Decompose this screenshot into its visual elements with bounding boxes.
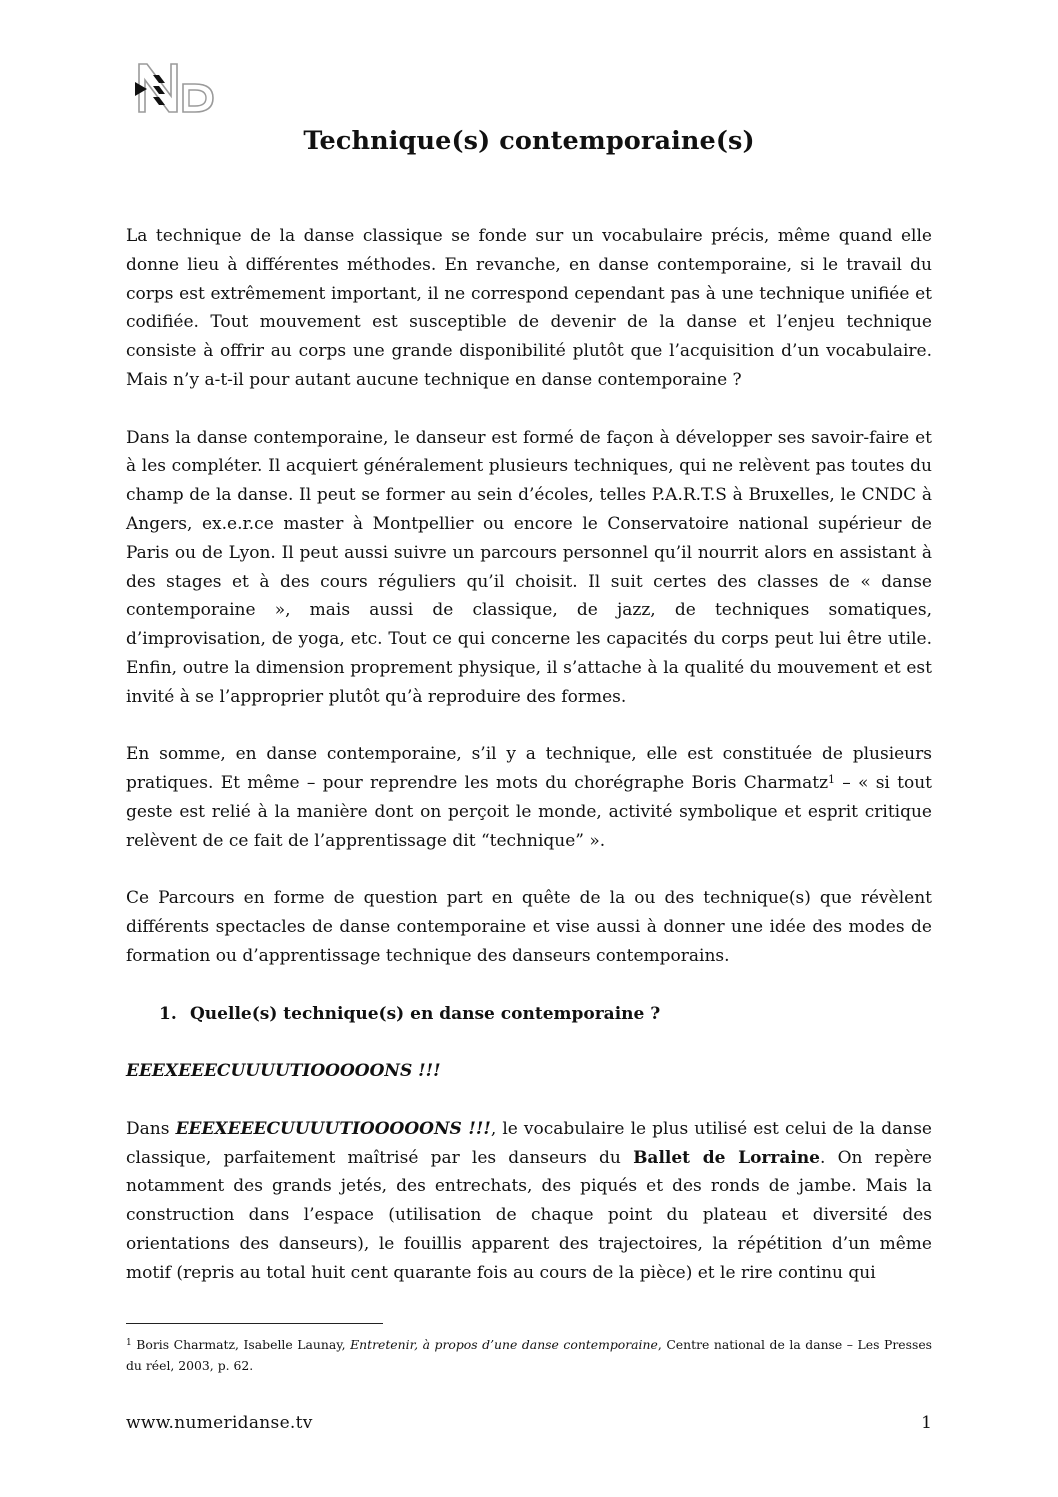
footnote-book-title: Entretenir, à propos d’une danse contemporaine bbox=[350, 1337, 658, 1352]
footnote bbox=[126, 1334, 932, 1376]
section-heading-text: Quelle(s) technique(s) en danse contemporaine ? bbox=[190, 1003, 661, 1024]
footer-url[interactable]: www.numeridanse.tv bbox=[126, 1413, 313, 1433]
paragraph-intro: La technique de la danse classique se fonde sur un vocabulaire précis, même quand elle donne lieu à différentes méthodes. En revanche, en danse contemporaine, si le travail du corps est extrêmement important, il ne correspond cependant pas à une technique unifiée et codifiée. Tout mouvement est susceptible de devenir de la danse et l’enjeu technique consiste à offrir au corps une grande disponibilité plutôt que l’acquisition d’un vocabulaire. Mais n’y a-t-il pour autant aucune technique en danse contemporaine ? bbox=[126, 226, 932, 390]
analysis-text-1: Dans bbox=[126, 1118, 176, 1139]
paragraph-show-analysis bbox=[126, 1115, 932, 1288]
document-body bbox=[126, 222, 932, 1316]
footnote-authors: Boris Charmatz, Isabelle Launay, bbox=[131, 1337, 351, 1352]
footnote-publisher: , Centre national de la danse – Les Presses du réel, 2003, p. 62. bbox=[126, 1337, 933, 1373]
paragraph-summary-quote: – « si tout geste est relié à la manière dont on perçoit le monde, activité symbolique et esprit critique relèvent de ce fait de l’apprentissage dit “technique” ». bbox=[126, 773, 932, 851]
paragraph-parcours: Ce Parcours en forme de question part en quête de la ou des technique(s) que révèlent différents spectacles de danse contemporaine et vise aussi à donner une idée des modes de formation ou d’apprentissage technique des danseurs contemporains. bbox=[126, 888, 932, 966]
show-title: EEEXEEECUUUUTIOOOOONS !!! bbox=[126, 1061, 441, 1082]
page-number: 1 bbox=[921, 1413, 932, 1433]
paragraph-training: Dans la danse contemporaine, le danseur est formé de façon à développer ses savoir-faire et à les compléter. Il acquiert généralement plusieurs techniques, qui ne relèvent pas toutes du champ de la danse. Il peut se former au sein d’écoles, telles P.A.R.T.S à Bruxelles, le CNDC à Angers, ex.e.r.ce master à Montpellier ou encore le Conservatoire national supérieur de Paris ou de Lyon. Il peut aussi suivre un parcours personnel qu’il nourrit alors en assistant à des stages et à des cours réguliers qu’il choisit. Il suit certes des classes de « danse contemporaine », mais aussi de classique, de jazz, de techniques somatiques, d’improvisation, de yoga, etc. Tout ce qui concerne les capacités du corps peut lui être utile. Enfin, outre la dimension proprement physique, il s’attache à la qualité du mouvement et est invité à se l’approprier plutôt qu’à reproduire des formes. bbox=[126, 427, 932, 707]
numeridanse-logo bbox=[133, 62, 217, 118]
paragraph-summary bbox=[126, 740, 932, 855]
footnote-reference[interactable]: 1 bbox=[828, 773, 836, 787]
analysis-text-2: , le vocabulaire le plus utilisé est celui de la danse classique, parfaitement maîtrisé par les danseurs du bbox=[126, 1118, 932, 1168]
footnote-marker: 1 bbox=[126, 1338, 132, 1348]
show-name: EEEXEEECUUUUTIOOOOONS !!! bbox=[175, 1118, 491, 1139]
document-title: Technique(s) contemporaine(s) bbox=[303, 126, 755, 156]
analysis-text-3: . On repère notamment des grands jetés, des entrechats, des piqués et des ronds de jambe. Mais la construction dans l’espace (utilisation de chaque point du plateau et diversité des orientations des danseurs), le fouillis apparent des trajectoires, la répétition d’un même motif (repris au total huit cent quarante fois au cours de la pièce) et le rire continu qui bbox=[126, 1147, 932, 1283]
section-number: 1. bbox=[159, 1003, 177, 1024]
paragraph-summary-text: En somme, en danse contemporaine, s’il y a technique, elle est constituée de plusieurs pratiques. Et même – pour reprendre les mots du chorégraphe Boris Charmatz bbox=[126, 744, 932, 794]
footnote-separator bbox=[126, 1323, 383, 1324]
company-name: Ballet de Lorraine bbox=[633, 1147, 820, 1168]
section-heading bbox=[126, 1000, 932, 1029]
